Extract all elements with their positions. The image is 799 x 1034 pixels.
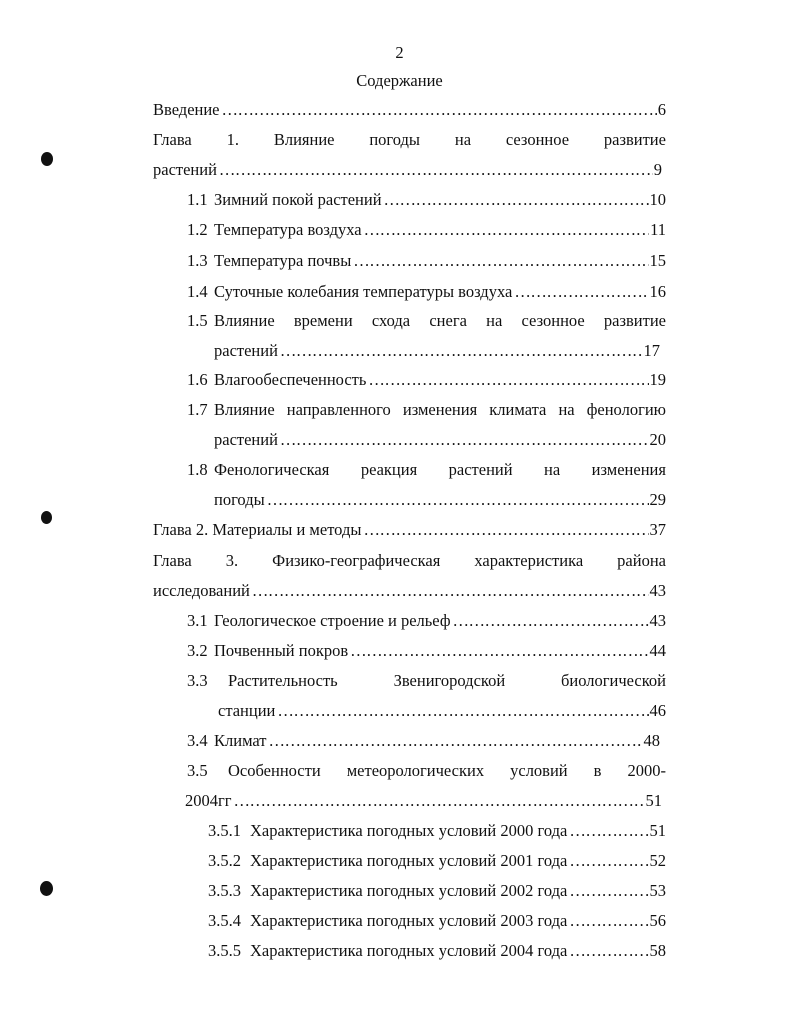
dot-leader [222, 98, 657, 122]
toc-entry-chapter3 [153, 549, 666, 573]
toc-entry-section [214, 280, 666, 304]
entry-word: 1. [226, 130, 239, 149]
dot-leader [364, 218, 650, 242]
dot-leader [234, 789, 645, 813]
page-ref: 53 [649, 881, 666, 900]
dot-leader [267, 488, 649, 512]
page-ref: 37 [649, 520, 666, 539]
entry-word: развитие [603, 311, 666, 330]
dot-leader [569, 879, 648, 903]
toc-entry-section [214, 309, 666, 333]
section-number: 1.8 [187, 460, 208, 479]
entry-word: Физико-географическая [272, 551, 441, 570]
entry-title: станции [218, 701, 276, 720]
toc-entry-subsection [250, 909, 666, 933]
dot-leader [453, 609, 649, 633]
page-ref: 20 [649, 430, 666, 449]
section-number: 1.2 [187, 220, 208, 239]
section-number: 1.4 [187, 282, 208, 301]
entry-title: Характеристика погодных условий 2001 года [250, 851, 568, 870]
toc-title: Содержание [356, 71, 443, 90]
toc-entry-section [214, 639, 666, 663]
entry-word: 2000- [627, 761, 666, 780]
entry-word: растений [448, 460, 513, 479]
entry-word: направленного [286, 400, 391, 419]
section-number: 3.5.2 [208, 851, 241, 870]
dot-leader [569, 909, 648, 933]
dot-leader [353, 249, 648, 273]
entry-title: Зимний покой растений [214, 190, 382, 209]
dot-leader [514, 280, 648, 304]
entry-title: 2004гг [185, 791, 232, 810]
section-number: 3.5.5 [208, 941, 241, 960]
page-ref: 19 [649, 370, 666, 389]
toc-entry-subsection [250, 819, 666, 843]
section-number: 3.5.4 [208, 911, 241, 930]
page-number: 2 [395, 43, 404, 62]
section-number: 3.3 [187, 671, 208, 690]
page-ref: 56 [649, 911, 666, 930]
entry-word: района [617, 551, 666, 570]
page-ref: 51 [645, 791, 662, 810]
entry-word: характеристика [474, 551, 584, 570]
entry-word: Растительность [228, 671, 338, 690]
dot-leader [350, 639, 648, 663]
page-ref: 52 [649, 851, 666, 870]
toc-entry-chapter1-cont [153, 158, 662, 182]
page-ref: 44 [649, 641, 666, 660]
dot-leader [252, 579, 649, 603]
toc-entry-section [214, 458, 666, 482]
dot-leader [569, 819, 648, 843]
dot-leader [219, 158, 653, 182]
entry-word: биологической [561, 671, 666, 690]
entry-word: Особенности [228, 761, 321, 780]
page-ref: 29 [649, 490, 666, 509]
entry-word: времени [293, 311, 353, 330]
page-ref: 58 [649, 941, 666, 960]
entry-word: на [454, 130, 472, 149]
section-number: 1.1 [187, 190, 208, 209]
entry-title: Характеристика погодных условий 2003 года [250, 911, 568, 930]
dot-leader [277, 699, 648, 723]
toc-entry-section-cont [214, 339, 660, 363]
toc-entry-section [214, 398, 666, 422]
dot-leader [280, 428, 649, 452]
toc-entry-section-cont [218, 699, 666, 723]
toc-entry-section [214, 188, 666, 212]
entry-word: Влияние [273, 130, 335, 149]
entry-title: погоды [214, 490, 265, 509]
page-ref: 9 [653, 160, 662, 179]
entry-word: условий [510, 761, 568, 780]
entry-title: Глава 2. Материалы и методы [153, 520, 362, 539]
page-ref: 17 [643, 341, 660, 360]
section-number: 3.5.3 [208, 881, 241, 900]
entry-word: изменения [591, 460, 666, 479]
toc-entry-section [214, 249, 666, 273]
dot-leader [280, 339, 643, 363]
entry-word: сезонное [505, 130, 570, 149]
dot-leader [363, 518, 648, 542]
entry-title: растений [214, 430, 278, 449]
toc-entry-section-cont [185, 789, 662, 813]
page-ref: 43 [649, 581, 666, 600]
section-number: 1.7 [187, 400, 208, 419]
entry-title: Суточные колебания температуры воздуха [214, 282, 513, 301]
toc-entry-section [214, 729, 660, 753]
toc-entry-section-cont [214, 488, 666, 512]
page-ref: 11 [650, 220, 666, 239]
entry-word: на [558, 400, 575, 419]
section-number: 3.4 [187, 731, 208, 750]
entry-word: снега [429, 311, 467, 330]
toc-entry-section [228, 669, 666, 693]
section-number: 3.2 [187, 641, 208, 660]
page-ref: 46 [649, 701, 666, 720]
toc-entry-subsection [250, 879, 666, 903]
entry-title: Геологическое строение и рельеф [214, 611, 451, 630]
entry-title: Характеристика погодных условий 2000 года [250, 821, 568, 840]
toc-entry-section [214, 218, 666, 242]
scan-artifact-dot [41, 511, 52, 524]
section-number: 3.5 [187, 761, 208, 780]
entry-word: Глава [153, 130, 192, 149]
entry-word: Влияние [214, 400, 275, 419]
entry-word: в [593, 761, 602, 780]
page-ref: 6 [657, 100, 666, 119]
entry-title: Влагообеспеченность [214, 370, 367, 389]
section-number: 1.5 [187, 311, 208, 330]
entry-word: Влияние [214, 311, 275, 330]
section-number: 1.3 [187, 251, 208, 270]
entry-word: фенологию [586, 400, 666, 419]
entry-word: на [544, 460, 561, 479]
entry-title: исследований [153, 581, 250, 600]
entry-title: Характеристика погодных условий 2004 года [250, 941, 568, 960]
entry-word: Фенологическая [214, 460, 330, 479]
entry-title: Температура почвы [214, 251, 352, 270]
toc-entry-chapter3-cont [153, 579, 666, 603]
dot-leader [569, 849, 648, 873]
entry-title: Климат [214, 731, 267, 750]
entry-word: реакция [360, 460, 418, 479]
page-ref: 10 [649, 190, 666, 209]
entry-title: растений [214, 341, 278, 360]
dot-leader [569, 939, 648, 963]
entry-word: развитие [603, 130, 666, 149]
section-number: 1.6 [187, 370, 208, 389]
page-ref: 16 [649, 282, 666, 301]
toc-entry-intro [153, 98, 666, 122]
entry-word: изменения [402, 400, 478, 419]
toc-entry-subsection [250, 849, 666, 873]
entry-word: климата [489, 400, 547, 419]
toc-entry-section [214, 368, 666, 392]
entry-title: Почвенный покров [214, 641, 349, 660]
entry-word: метеорологических [346, 761, 485, 780]
toc-entry-chapter1 [153, 128, 666, 152]
section-number: 3.5.1 [208, 821, 241, 840]
entry-title: Температура воздуха [214, 220, 362, 239]
scan-artifact-dot [40, 881, 53, 896]
scan-artifact-dot [41, 152, 53, 166]
toc-entry-section-cont [214, 428, 666, 452]
entry-word: схода [371, 311, 411, 330]
entry-word: Глава [153, 551, 192, 570]
page-ref: 48 [643, 731, 660, 750]
section-number: 3.1 [187, 611, 208, 630]
dot-leader [384, 188, 649, 212]
entry-word: погоды [369, 130, 421, 149]
page-ref: 43 [649, 611, 666, 630]
entry-title: Характеристика погодных условий 2002 года [250, 881, 568, 900]
toc-entry-chapter2 [153, 518, 666, 542]
toc-entry-section [228, 759, 666, 783]
toc-entry-section [214, 609, 666, 633]
entry-word: на [486, 311, 503, 330]
entry-word: сезонное [521, 311, 585, 330]
page-ref: 51 [649, 821, 666, 840]
entry-word: 3. [225, 551, 239, 570]
dot-leader [269, 729, 643, 753]
dot-leader [368, 368, 648, 392]
entry-title: растений [153, 160, 217, 179]
page-ref: 15 [649, 251, 666, 270]
entry-word: Звенигородской [393, 671, 506, 690]
entry-title: Введение [153, 100, 220, 119]
toc-entry-subsection [250, 939, 666, 963]
